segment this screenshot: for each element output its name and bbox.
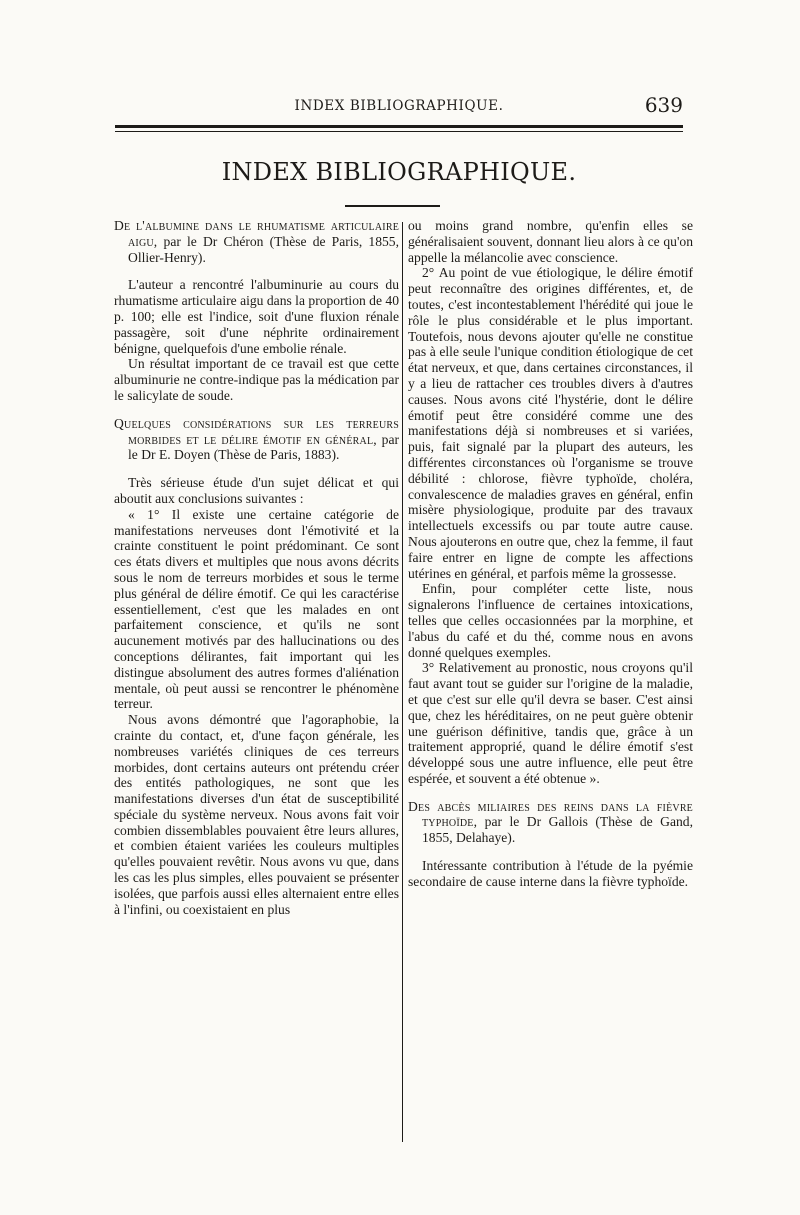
page-number: 639 [644, 93, 683, 117]
entry-abces-miliaires [408, 799, 693, 890]
page-title: INDEX BIBLIOGRAPHIQUE. [221, 158, 577, 186]
entry-paragraph: 3° Relativement au pronostic, nous croyons qu'il faut avant tout se guider sur l'origine de la maladie, et que c'est sur elle qu'il devra se baser. C'est ainsi que, chez les héréditaires, on ne peut guère obtenir une guérison définitive, tandis que, grâce à un traitement approprié, quand le délire émotif s'est développé sous une autre influence, elle peut être espérée, et souvent a été obtenue ». [408, 660, 693, 786]
entry-paragraph: Très sérieuse étude d'un sujet délicat et qui aboutit aux conclusions suivantes : [114, 475, 399, 506]
entry-paragraph: Nous avons démontré que l'agoraphobie, la crainte du contact, et, d'une façon générale, les nombreuses variétés cliniques de ces terreurs morbides, dont certains auteurs ont prétendu créer des entités pathologiques, ne sont que les manifestations diverses d'un état de susceptibilité spéciale du système nerveux. Nous avons fait voir combien dissemblables pouvaient être leurs allures, et combien étaient variées les couleurs multiples qu'elles pouvaient revêtir. Nous avons vu que, dans les cas les plus simples, elles pouvaient se présenter isolées, que parfois aussi elles alternaient entre elles à l'infini, ou coexistaient en plus [114, 712, 399, 917]
entry-terreurs-morbides [114, 416, 399, 918]
entry-albumine [114, 218, 399, 404]
entry-paragraph: « 1° Il existe une certaine catégorie de manifestations nerveuses dont l'émotivité et la crainte constituent le point prédominant. Ce sont ces états divers et multiples que nous avons décrits sous le nom de terreurs morbides et sous le terme plus général de délire émotif. Ce qui les caractérise essentiellement, c'est que les malades en ont parfaitement conscience, et qu'ils ne sont aucunement motivés par des hallucinations ou des conceptions délirantes, fait important qui les distingue absolument des autres formes d'aliénation mentale, où peut aussi se rencontrer le phénomène terreur. [114, 506, 399, 712]
title-underline [345, 205, 440, 207]
entry-paragraph: 2° Au point de vue étiologique, le délire émotif peut reconnaître des origines différentes, et, de toutes, c'est incontestablement l'hérédité qui joue le rôle le plus considérable et le plus important. Toutefois, nous devons ajouter qu'elle ne constitue pas à elle seule l'unique condition étiologique de cet état nerveux, et que, dans certaines circonstances, il y a lieu de rattacher ces troubles divers à d'autres causes. Nous avons cité l'hystérie, dont le délire émotif peut être considéré comme une des manifestations déjà si nombreuses et si variées, puis, fait signalé par la plupart des auteurs, les différentes circonstances où l'organisme se trouve débilité : chlorose, fièvre typhoïde, choléra, convalescence de maladies graves en général, enfin misère physiologique, produite par des travaux intellectuels excessifs ou par toute autre cause. Nous ajouterons en outre que, chez la femme, il faut faire entrer en ligne de compte les affections utérines en général, et parfois même la grossesse. [408, 265, 693, 581]
entry-heading [408, 799, 693, 846]
running-head [115, 93, 683, 120]
entry-heading-title: De l'albumine dans le rhumatisme articulaire aigu, [114, 218, 399, 249]
header-rule-thin [115, 131, 683, 132]
entry-heading-citation: par le Dr Gallois (Thèse de Gand, 1855, Delahaye). [422, 814, 693, 846]
entry-heading-title: Quelques considérations sur les terreurs morbides et le délire émotif en général, [114, 415, 399, 447]
right-column [408, 218, 693, 1148]
header-rule-thick [115, 125, 683, 128]
entry-heading [114, 218, 399, 265]
entry-heading-citation: par le Dr E. Doyen (Thèse de Paris, 1883). [128, 431, 399, 463]
entry-heading-title: Des abcès miliaires des reins dans la fièvre typhoïde, [408, 798, 693, 830]
entry-heading-citation: par le Dr Chéron (Thèse de Paris, 1855, Ollier-Henry). [128, 233, 399, 265]
running-title: INDEX BIBLIOGRAPHIQUE. [294, 98, 504, 114]
entry-paragraph: Enfin, pour compléter cette liste, nous signalerons l'influence de certaines intoxications, telles que celles occasionnées par la morphine, et l'abus du café et du thé, comme nous en avons donné quelques exemples. [408, 581, 693, 660]
entry-paragraph: L'auteur a rencontré l'albuminurie au cours du rhumatisme articulaire aigu dans la proportion de 40 p. 100; elle est l'indice, soit d'une fluxion rénale passagère, soit d'une néphrite ordinairement bénigne, quelquefois d'une embolie rénale. [114, 277, 399, 356]
left-column [114, 218, 399, 1148]
column-divider [402, 222, 403, 1142]
entry-paragraph: Intéressante contribution à l'étude de la pyémie secondaire de cause interne dans la fièvre typhoïde. [408, 858, 693, 889]
entry-paragraph-continued: ou moins grand nombre, qu'enfin elles se généralisaient souvent, donnant lieu alors à ce qu'on appelle la mélancolie avec conscience. [408, 218, 693, 265]
entry-heading [114, 416, 399, 463]
entry-paragraph: Un résultat important de ce travail est que cette albuminurie ne contre-indique pas la médication par le salicylate de soude. [114, 356, 399, 403]
